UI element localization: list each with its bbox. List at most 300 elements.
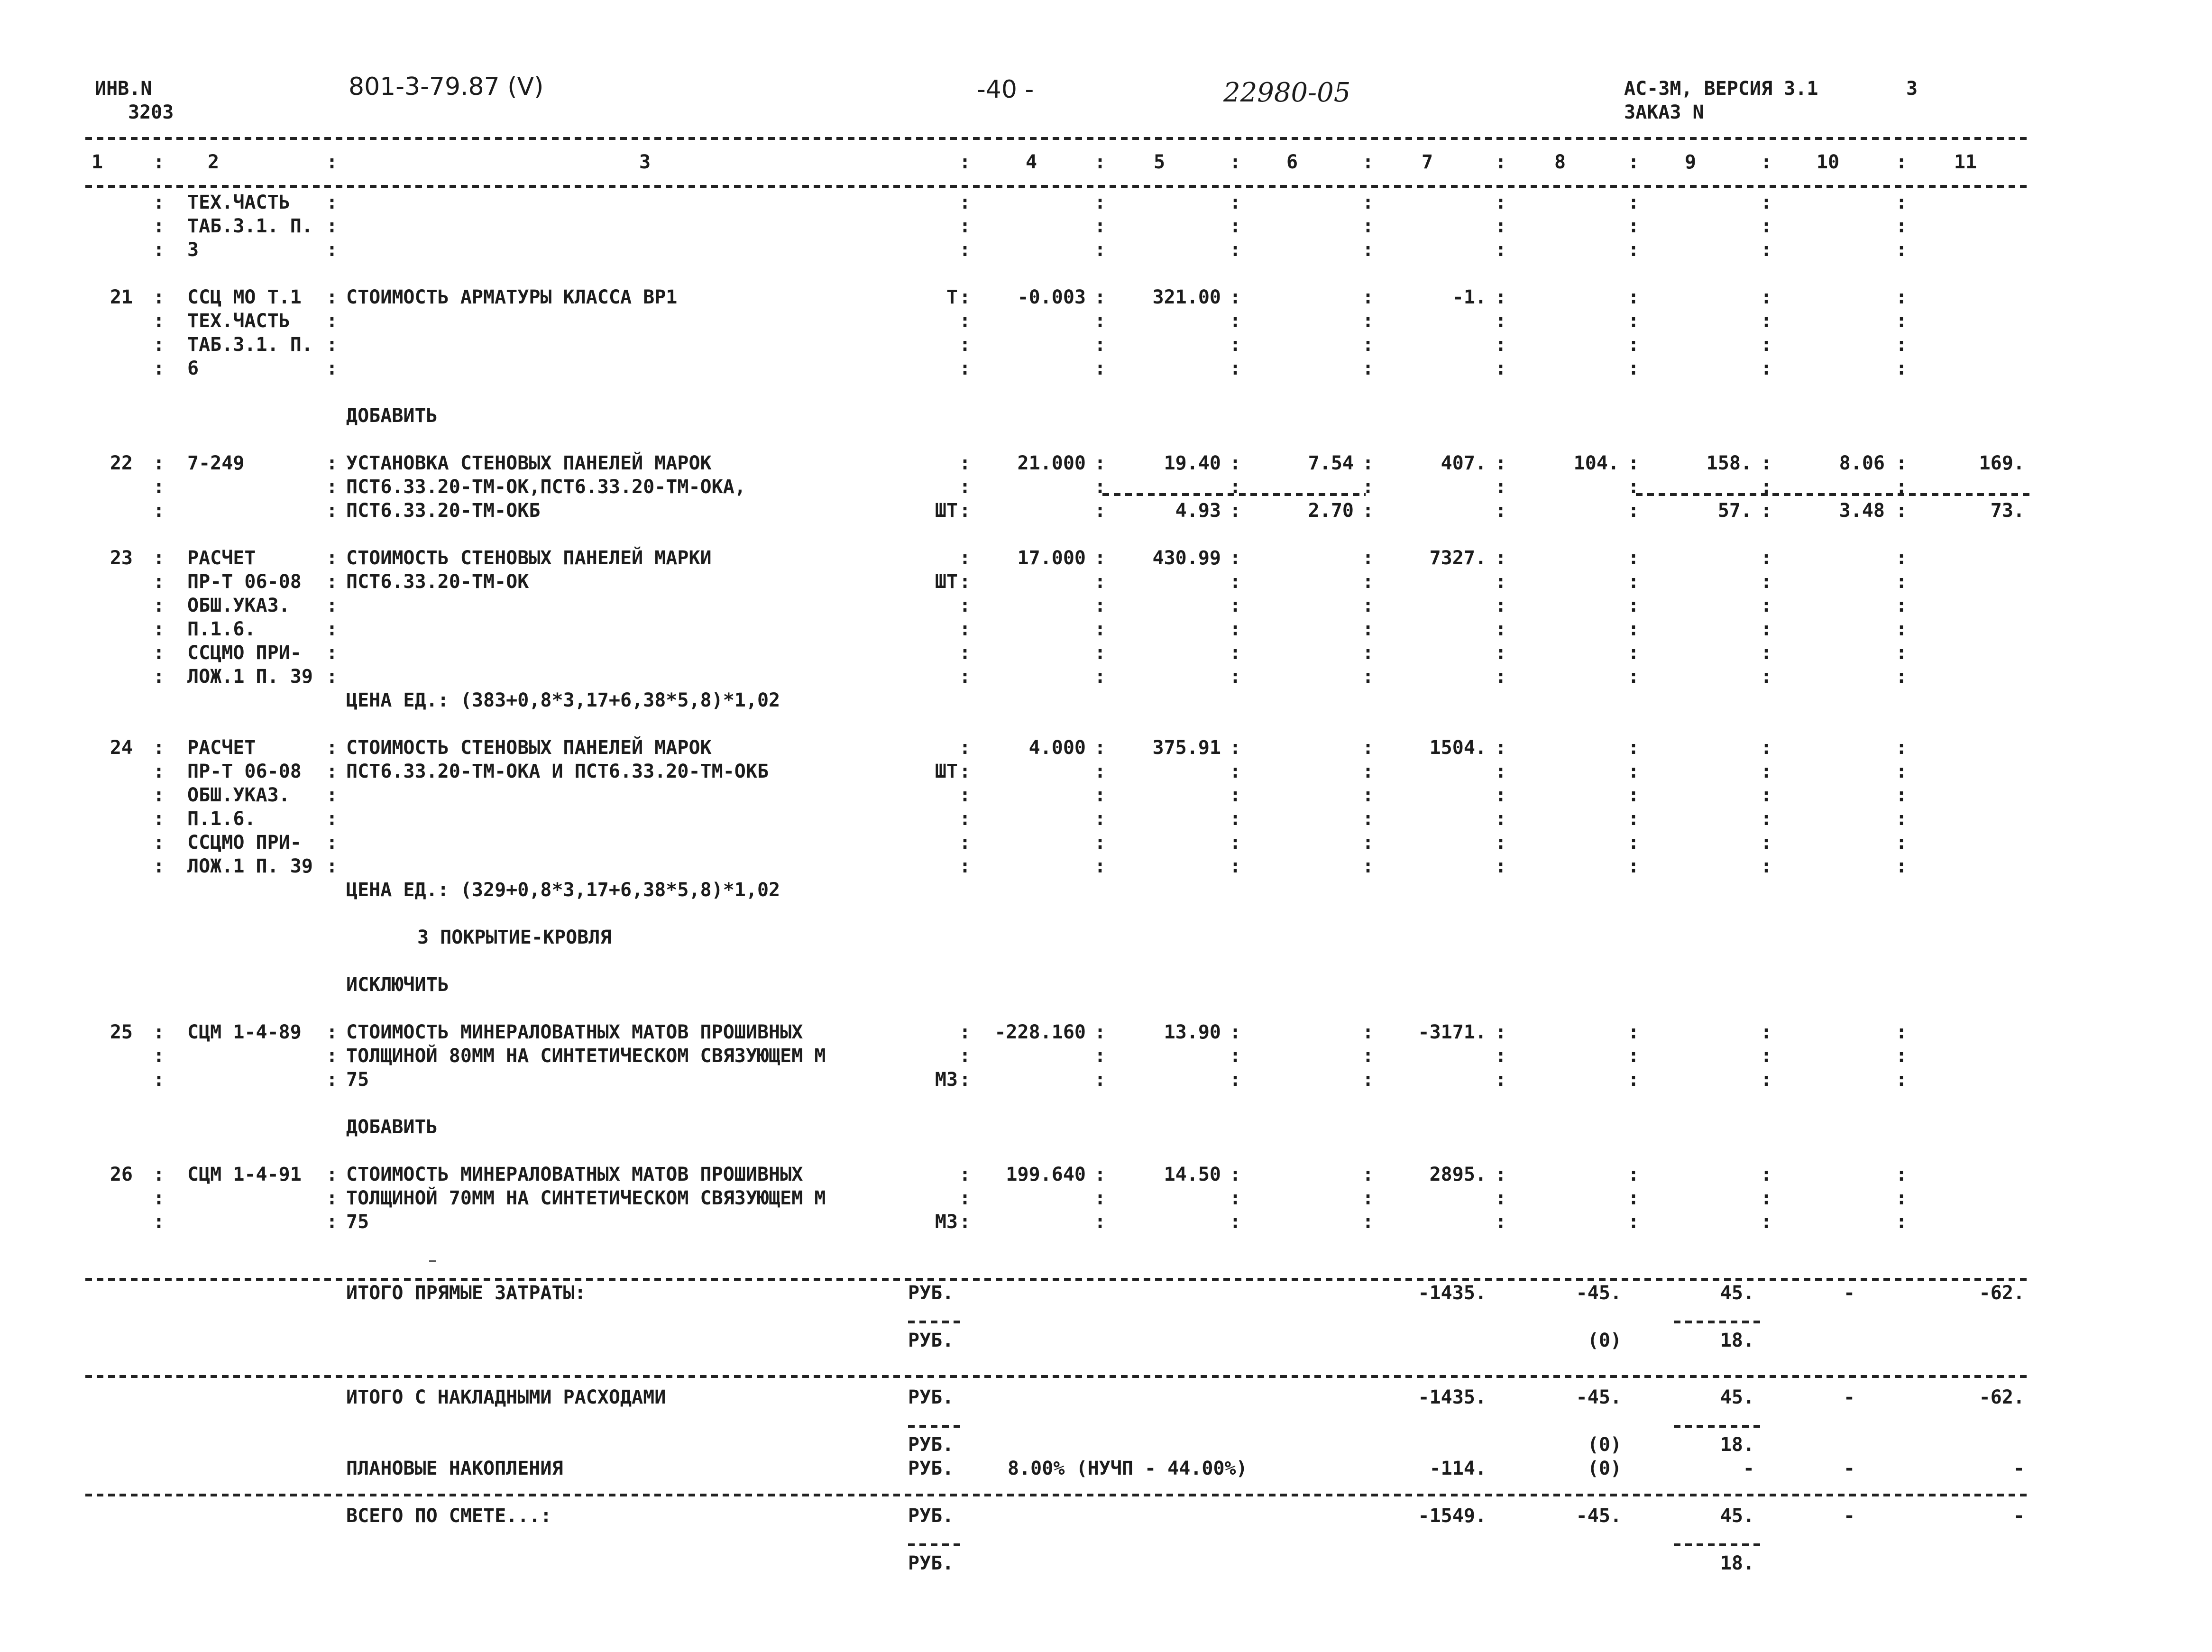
cell-separator: : [959,855,971,877]
cell-separator: : [1362,571,1374,593]
cell-col5: 4.93 [1175,500,1221,522]
cell-separator: : [1362,310,1374,332]
section-title: ДОБАВИТЬ [346,1116,438,1138]
cell-separator: : [1627,358,1640,379]
cell-separator: : [1362,832,1374,854]
cell-separator: : [1362,595,1374,616]
table-row [153,239,1907,261]
cell-separator: : [1362,286,1374,308]
cell-separator: : [1627,1211,1640,1233]
cell-col9: 158. [1706,452,1752,474]
handwritten-number: 22980-05 [1223,77,1351,108]
cell-separator: : [326,239,338,261]
cell-separator: : [1229,1164,1241,1185]
cell-separator: : [959,642,971,664]
cell-separator: : [959,452,971,474]
cell-separator: : [1094,334,1106,356]
cell-col9: 57. [1717,500,1752,522]
cell-separator: : [326,595,338,616]
cell-separator: : [1094,1045,1106,1067]
inv-label: ИНВ.N [95,78,152,100]
cell-separator: : [326,618,338,640]
column-separator: : [1760,151,1772,173]
cell-separator: : [153,832,165,854]
cell-separator: : [326,832,338,854]
cell-separator: : [1760,855,1772,877]
cell-separator: : [1895,286,1908,308]
cell-separator: : [1094,1211,1106,1233]
table-row [153,334,1907,356]
column-header-7: 7 [1421,151,1433,173]
cell-separator: : [153,761,165,782]
cell-separator: : [959,784,971,806]
cell-separator: : [1760,571,1772,593]
total-col9: 45. [1720,1282,1754,1304]
cell-col2: ПР-Т 06-08 [187,761,302,782]
total-col8: (0) [1587,1458,1622,1479]
cell-separator: : [1895,642,1908,664]
cell-separator: : [1094,784,1106,806]
cell-separator: : [959,1021,971,1043]
table-row [110,451,2025,474]
subsection-title: 3 ПОКРЫТИЕ-КРОВЛЯ [417,927,612,948]
cell-separator: : [1229,595,1241,616]
cell-col5: 13.90 [1164,1021,1221,1043]
cell-separator: : [153,1187,165,1209]
total-unit: РУБ. [908,1458,954,1479]
total-label: ПЛАНОВЫЕ НАКОПЛЕНИЯ [346,1458,563,1479]
cell-separator: : [1229,452,1241,474]
cell-separator: : [1495,808,1507,830]
cell-separator: : [1627,855,1640,877]
cell-separator: : [153,737,165,759]
cell-separator: : [153,571,165,593]
cell-separator: : [1760,547,1772,569]
cell-col10: 8.06 [1839,452,1885,474]
total-row [908,1434,1754,1456]
cell-separator: : [1495,618,1507,640]
cell-separator: : [1495,595,1507,616]
cell-separator: : [959,215,971,237]
column-header [92,151,1977,173]
total-col7: -1435. [1418,1282,1487,1304]
cell-separator: : [1760,192,1772,213]
cell-separator: : [959,618,971,640]
cell-separator: : [1627,784,1640,806]
cell-separator: : [326,761,338,782]
cell-separator: : [1895,832,1908,854]
cell-separator: : [959,1211,971,1233]
table-row [153,761,1907,782]
cell-separator: : [1495,666,1507,688]
cell-separator: : [1895,1021,1908,1043]
total-row [346,1505,2025,1527]
cell-col2: ТЕХ.ЧАСТЬ [187,310,290,332]
cell-separator: : [959,1069,971,1091]
cell-separator: : [326,1021,338,1043]
cell-separator: : [1495,547,1507,569]
cell-separator: : [326,1045,338,1067]
cell-separator: : [1094,215,1106,237]
cell-separator: : [1895,666,1908,688]
cell-separator: : [1760,239,1772,261]
cell-separator: : [153,784,165,806]
cell-col3: ПСТ6.33.20-ТМ-ОК,ПСТ6.33.20-ТМ-ОКА, [346,476,746,498]
cell-col3: СТОИМОСТЬ СТЕНОВЫХ ПАНЕЛЕЙ МАРКИ [346,547,712,569]
cell-separator: : [1895,239,1908,261]
total-unit: РУБ. [908,1282,954,1304]
cell-separator: : [1495,1069,1507,1091]
cell-separator: : [1495,855,1507,877]
cell-separator: : [1094,476,1106,498]
table-row [110,1164,1907,1185]
cell-separator: : [1495,192,1507,213]
cell-separator: : [1895,1045,1908,1067]
cell-separator: : [1094,358,1106,379]
totals-block [346,1282,2025,1574]
cell-separator: : [326,808,338,830]
cell-separator: : [1229,571,1241,593]
cell-separator: : [1229,547,1241,569]
cell-separator: : [1229,1187,1241,1209]
unit-cell: М3 [935,1211,958,1233]
total-unit: РУБ. [908,1434,954,1456]
cell-col2: ОБШ.УКАЗ. [187,784,290,806]
total-col8: -45. [1576,1282,1622,1304]
total-label: ИТОГО ПРЯМЫЕ ЗАТРАТЫ: [346,1282,586,1304]
cell-separator: : [1895,334,1908,356]
cell-separator: : [1760,832,1772,854]
cell-col5: 19.40 [1164,452,1221,474]
cell-separator: : [326,1164,338,1185]
column-header-1: 1 [91,151,103,173]
cell-col5: 321.00 [1152,286,1221,308]
total-col8: (0) [1587,1330,1622,1351]
cell-separator: : [326,310,338,332]
cell-col2: СЦМ 1-4-91 [187,1164,302,1185]
cell-col2: ТАБ.3.1. П. [187,334,313,356]
cell-separator: : [1627,1187,1640,1209]
cell-separator: : [326,1069,338,1091]
section-title: ИСКЛЮЧИТЬ [346,974,449,996]
cell-separator: : [153,310,165,332]
cell-col2: ПР-Т 06-08 [187,571,302,593]
column-header-2: 2 [207,151,220,173]
cell-col10: 3.48 [1839,500,1885,522]
cell-separator: : [326,642,338,664]
cell-separator: : [1627,239,1640,261]
program-sheet: 3 [1906,78,1918,100]
unit-cell: ШТ [935,761,958,782]
column-separator: : [959,151,971,173]
cell-separator: : [1094,547,1106,569]
table-row [346,974,449,996]
cell-col2: ССЦМО ПРИ- [187,832,302,854]
cell-separator: : [1627,1045,1640,1067]
cell-separator: : [1094,452,1106,474]
cell-separator: : [326,476,338,498]
cell-col7: 2895. [1429,1164,1487,1185]
table-row [110,546,1907,569]
page-header [95,73,1918,123]
column-header-10: 10 [1816,151,1840,173]
cell-separator: : [326,500,338,522]
doc-code: 801-3-79.87 (V) [349,73,544,101]
total-col9: - [1743,1458,1754,1479]
column-header-4: 4 [1025,151,1037,173]
total-col11: - [2013,1458,2025,1479]
cell-separator: : [1094,761,1106,782]
table-row [346,1116,438,1138]
total-col11: -62. [1979,1282,2025,1304]
cell-separator: : [959,571,971,593]
cell-col4: 17.000 [1017,547,1086,569]
total-unit: РУБ. [908,1552,954,1574]
column-separator: : [1229,151,1241,173]
cell-separator: : [1362,737,1374,759]
cell-col7: 7327. [1429,547,1487,569]
total-col8: -45. [1576,1386,1622,1408]
cell-separator: : [1760,476,1772,498]
table-row [153,1186,1907,1209]
cell-separator: : [1495,1021,1507,1043]
table-row [153,358,1907,379]
cell-separator: : [1627,761,1640,782]
cell-col4: 199.640 [1006,1164,1086,1185]
cell-separator: : [1495,1187,1507,1209]
table-row [153,476,1907,498]
cell-separator: : [959,358,971,379]
total-col10: - [1843,1282,1855,1304]
cell-col4: -0.003 [1017,286,1086,308]
cell-separator: : [959,1164,971,1185]
cell-col1: 24 [110,737,133,759]
cell-separator: : [1627,642,1640,664]
cell-separator: : [1362,808,1374,830]
estimate-rows [110,192,2025,1233]
cell-col2: ССЦ МО Т.1 [187,286,302,308]
cell-separator: : [153,1069,165,1091]
table-row [153,571,1907,593]
total-col10: - [1843,1458,1855,1479]
column-header-8: 8 [1554,151,1566,173]
total-col9: 45. [1720,1505,1754,1527]
cell-separator: : [1627,215,1640,237]
table-row [153,500,2025,522]
unit-cell: ШТ [935,500,958,522]
cell-separator: : [1627,192,1640,213]
column-separator: : [1627,151,1640,173]
cell-col2: РАСЧЕТ [187,547,256,569]
cell-separator: : [1495,1211,1507,1233]
cell-separator: : [1895,808,1908,830]
total-col8: (0) [1587,1434,1622,1456]
cell-separator: : [1895,784,1908,806]
inv-number: 3203 [128,101,174,123]
cell-separator: : [1094,1021,1106,1043]
cell-separator: : [326,737,338,759]
total-col7: -1549. [1418,1505,1487,1527]
cell-col7: -1. [1452,286,1487,308]
cell-separator: : [1495,1045,1507,1067]
cell-separator: : [153,358,165,379]
cell-separator: : [1229,334,1241,356]
cell-col7: 1504. [1429,737,1487,759]
cell-separator: : [1495,239,1507,261]
cell-col3: ПСТ6.33.20-ТМ-ОКБ [346,500,541,522]
program-version: АС-3М, ВЕРСИЯ 3.1 [1624,78,1818,100]
total-col8: -45. [1576,1505,1622,1527]
table-row [153,192,1907,213]
cell-separator: : [1229,476,1241,498]
cell-separator: : [1627,737,1640,759]
column-separator: : [1495,151,1507,173]
cell-separator: : [1760,310,1772,332]
cell-col11: 73. [1990,500,2025,522]
cell-separator: : [1094,310,1106,332]
price-note: ЦЕНА ЕД.: (383+0,8*3,17+6,38*5,8)*1,02 [346,689,780,711]
cell-separator: : [1760,761,1772,782]
cell-separator: : [1094,192,1106,213]
cell-separator: : [1627,832,1640,854]
cell-separator: : [1627,595,1640,616]
cell-col5: 375.91 [1152,737,1221,759]
table-row [153,595,1907,616]
table-row [153,1044,1907,1067]
cell-separator: : [1094,571,1106,593]
cell-col1: 25 [110,1021,133,1043]
total-col11: -62. [1979,1386,2025,1408]
cell-separator: : [1229,1021,1241,1043]
cell-col2: РАСЧЕТ [187,737,256,759]
cell-separator: : [1362,239,1374,261]
cell-col1: 22 [110,452,133,474]
section-title: ДОБАВИТЬ [346,405,438,427]
cell-col2: 3 [187,239,199,261]
table-row [153,1069,1907,1091]
cell-separator: : [959,310,971,332]
column-separator: : [1895,151,1908,173]
cell-col3: ТОЛЩИНОЙ 70ММ НА СИНТЕТИЧЕСКОМ СВЯЗУЮЩЕМ М [346,1187,826,1209]
cell-separator: : [1760,1211,1772,1233]
scan-speck [429,1260,436,1262]
cell-separator: : [1495,500,1507,522]
cell-separator: : [1760,1021,1772,1043]
cell-separator: : [1627,1021,1640,1043]
cell-separator: : [1760,737,1772,759]
cell-separator: : [959,476,971,498]
cell-separator: : [153,1021,165,1043]
table-row [346,689,780,711]
table-row [110,736,1907,759]
cell-separator: : [326,334,338,356]
total-unit: РУБ. [908,1386,954,1408]
cell-separator: : [1760,358,1772,379]
unit-cell: ШТ [935,571,958,593]
cell-separator: : [1895,1187,1908,1209]
cell-separator: : [153,215,165,237]
cell-separator: : [1229,737,1241,759]
cell-col3: ПСТ6.33.20-ТМ-ОК [346,571,529,593]
cell-separator: : [1362,761,1374,782]
cell-col3: 75 [346,1211,369,1233]
cell-separator: : [326,358,338,379]
cell-separator: : [1229,239,1241,261]
cell-separator: : [1627,452,1640,474]
cell-separator: : [1094,737,1106,759]
cell-separator: : [1229,761,1241,782]
cell-separator: : [1229,1211,1241,1233]
cell-col2: 7-249 [187,452,245,474]
table-row [153,310,1907,332]
column-separator: : [153,151,165,173]
cell-separator: : [1229,808,1241,830]
cell-separator: : [1362,452,1374,474]
cell-separator: : [326,215,338,237]
column-header-9: 9 [1684,151,1697,173]
cell-separator: : [1760,784,1772,806]
table-row [153,832,1907,854]
cell-separator: : [1495,642,1507,664]
cell-col2: ЛОЖ.1 П. 39 [187,855,313,877]
cell-separator: : [153,239,165,261]
cell-separator: : [1627,618,1640,640]
table-row [153,855,1907,877]
table-row [153,784,1907,806]
cell-separator: : [153,500,165,522]
cell-separator: : [1094,666,1106,688]
total-label: ВСЕГО ПО СМЕТЕ...: [346,1505,552,1527]
cell-separator: : [326,547,338,569]
cell-separator: : [959,239,971,261]
cell-separator: : [1362,334,1374,356]
cell-separator: : [1495,784,1507,806]
cell-separator: : [1895,452,1908,474]
cell-col3: 75 [346,1069,369,1091]
cell-separator: : [1895,618,1908,640]
cell-separator: : [1895,547,1908,569]
cell-separator: : [1627,1164,1640,1185]
cell-separator: : [959,286,971,308]
cell-separator: : [1895,1211,1908,1233]
cell-separator: : [1094,500,1106,522]
column-header-11: 11 [1954,151,1977,173]
table-row [153,618,1907,640]
cell-separator: : [1362,358,1374,379]
cell-col7: 407. [1441,452,1487,474]
unit-cell: М3 [935,1069,958,1091]
cell-separator: : [1895,476,1908,498]
column-separator: : [1094,151,1106,173]
cell-separator: : [1094,832,1106,854]
cell-separator: : [1229,358,1241,379]
cell-separator: : [959,500,971,522]
cell-separator: : [1895,595,1908,616]
cell-separator: : [153,476,165,498]
cell-separator: : [1495,452,1507,474]
cell-col4: 4.000 [1028,737,1086,759]
cell-separator: : [1229,310,1241,332]
cell-separator: : [1094,1187,1106,1209]
cell-col7: -3171. [1418,1021,1487,1043]
cell-separator: : [1362,1164,1374,1185]
cell-separator: : [1760,808,1772,830]
cell-separator: : [1362,642,1374,664]
cell-separator: : [1229,642,1241,664]
cell-separator: : [1760,500,1772,522]
cell-separator: : [1627,571,1640,593]
total-col10: - [1843,1505,1855,1527]
